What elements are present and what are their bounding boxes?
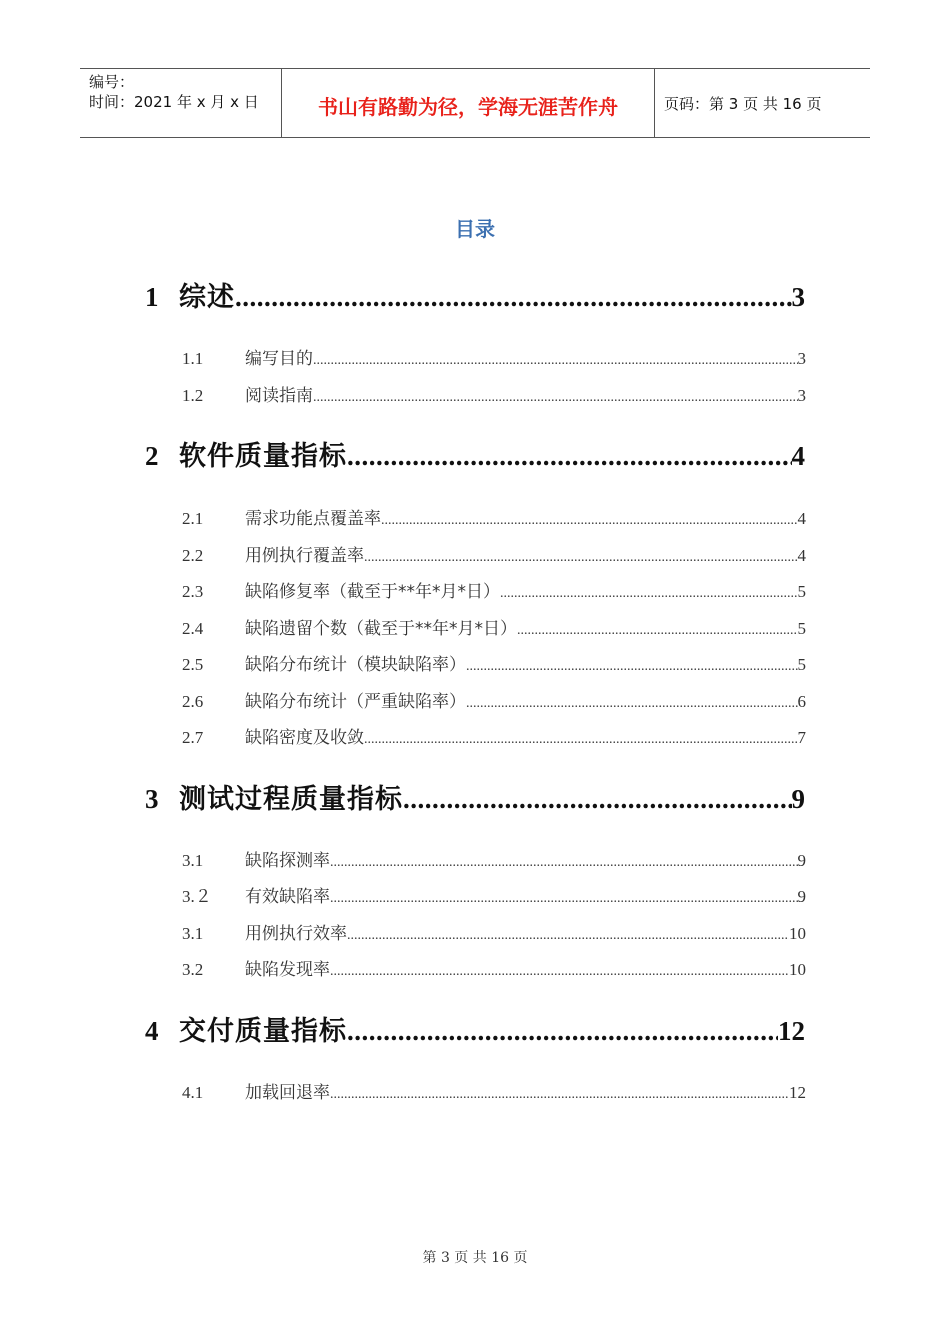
- toc-item-number: 2.1: [182, 509, 204, 528]
- toc-item-title: 有效缺陷率: [245, 887, 330, 907]
- document-code-label: 编号：: [89, 73, 135, 91]
- toc-dot-leader: [364, 732, 798, 748]
- toc-dot-leader: [330, 1087, 789, 1103]
- toc-page-number: 4: [791, 441, 805, 471]
- toc-item-title: 加载回退率: [245, 1083, 330, 1103]
- header-info-cell: [80, 69, 282, 137]
- toc-section-number: 2: [145, 441, 159, 471]
- toc-page-number: 12: [778, 1016, 805, 1046]
- toc-item-number: 2.7: [182, 728, 204, 747]
- toc-item-title: 缺陷探测率: [245, 851, 330, 871]
- toc-item-2-1[interactable]: [182, 504, 806, 529]
- document-time-label: 时间：2021 年 x 月 x 日: [89, 93, 259, 111]
- toc-dot-leader: [330, 891, 798, 907]
- toc-dot-leader: [330, 855, 798, 871]
- toc-dot-leader: [403, 784, 792, 815]
- toc-page-number: 3: [797, 386, 806, 405]
- toc-item-1-1[interactable]: [182, 344, 806, 369]
- toc-dot-leader: [235, 282, 792, 313]
- toc-item-3-1[interactable]: [182, 846, 806, 871]
- toc-item-number: 2.2: [182, 546, 204, 565]
- toc-item-title: 缺陷发现率: [245, 960, 330, 980]
- toc-title: 目录: [455, 217, 495, 241]
- toc-dot-leader: [313, 390, 798, 406]
- toc-item-number: 2.4: [182, 619, 204, 638]
- toc-item-number: 1.2: [182, 386, 204, 405]
- toc-page-number: 10: [789, 924, 806, 943]
- toc-section-2[interactable]: [145, 434, 805, 473]
- toc-item-title: 缺陷遗留个数（截至于**年*月*日）: [245, 619, 517, 639]
- toc-dot-leader: [364, 550, 798, 566]
- toc-page-number: 9: [797, 851, 806, 870]
- toc-item-2-5[interactable]: [182, 650, 806, 675]
- toc-item-3-2[interactable]: [182, 882, 806, 907]
- toc-page-number: 7: [797, 728, 806, 747]
- toc-section-title: 测试过程质量指标: [179, 784, 403, 815]
- page-header: [80, 68, 870, 138]
- toc-page-number: 6: [797, 692, 806, 711]
- toc-dot-leader: [330, 964, 789, 980]
- toc-item-number: 3.1: [182, 924, 204, 943]
- toc-section-title: 软件质量指标: [179, 441, 347, 472]
- toc-item-2-2[interactable]: [182, 541, 806, 566]
- toc-section-1[interactable]: [145, 275, 805, 314]
- toc-section-title: 交付质量指标: [179, 1016, 347, 1047]
- toc-item-number: 3.２: [182, 887, 212, 906]
- toc-dot-leader: [347, 928, 789, 944]
- toc-item-number: 3.2: [182, 960, 204, 979]
- header-motto: 书山有路勤为径，学海无涯苦作舟: [318, 95, 618, 119]
- toc-item-title: 阅读指南: [245, 386, 313, 406]
- header-motto-cell: [282, 69, 655, 137]
- toc-dot-leader: [517, 623, 798, 639]
- toc-item-number: 1.1: [182, 349, 204, 368]
- toc-page-number: 5: [797, 655, 806, 674]
- toc-section-3[interactable]: [145, 777, 805, 816]
- toc-section-number: 4: [145, 1016, 159, 1046]
- toc-item-title: 编写目的: [245, 349, 313, 369]
- toc-page-number: 10: [789, 960, 806, 979]
- toc-item-number: 2.6: [182, 692, 204, 711]
- toc-item-2-6[interactable]: [182, 687, 806, 712]
- toc-item-title: 缺陷密度及收敛: [245, 728, 364, 748]
- toc-section-number: 3: [145, 784, 159, 814]
- toc-page-number: 4: [797, 546, 806, 565]
- toc-item-title: 用例执行效率: [245, 924, 347, 944]
- toc-page-number: 12: [789, 1083, 806, 1102]
- toc-dot-leader: [466, 696, 798, 712]
- toc-item-title: 缺陷分布统计（严重缺陷率）: [245, 692, 466, 712]
- toc-dot-leader: [313, 353, 798, 369]
- toc-item-title: 缺陷修复率（截至于**年*月*日）: [245, 582, 500, 602]
- toc-item-3-3[interactable]: [182, 919, 806, 944]
- toc-item-title: 需求功能点覆盖率: [245, 509, 381, 529]
- toc-item-title: 用例执行覆盖率: [245, 546, 364, 566]
- header-page-cell: [655, 69, 870, 137]
- toc-section-title: 综述: [179, 282, 235, 313]
- toc-section-4[interactable]: [145, 1009, 805, 1048]
- toc-item-2-3[interactable]: [182, 577, 806, 602]
- toc-item-2-7[interactable]: [182, 723, 806, 748]
- toc-item-number: 2.3: [182, 582, 204, 601]
- toc-page-number: 5: [797, 619, 806, 638]
- toc-dot-leader: [466, 659, 798, 675]
- toc-item-3-4[interactable]: [182, 955, 806, 980]
- toc-dot-leader: [347, 1016, 778, 1047]
- toc-item-number: 3.1: [182, 851, 204, 870]
- toc-dot-leader: [500, 586, 798, 602]
- toc-item-4-1[interactable]: [182, 1078, 806, 1103]
- toc-item-2-4[interactable]: [182, 614, 806, 639]
- toc-page-number: 3: [797, 349, 806, 368]
- page-footer: 第 3 页 共 16 页: [422, 1250, 528, 1266]
- toc-page-number: 9: [797, 887, 806, 906]
- toc-page-number: 9: [791, 784, 805, 814]
- toc-item-number: 2.5: [182, 655, 204, 674]
- header-page-info: 页码：第 3 页 共 16 页: [664, 95, 822, 113]
- toc-dot-leader: [381, 513, 798, 529]
- toc-page-number: 3: [791, 282, 805, 312]
- toc-section-number: 1: [145, 282, 159, 312]
- toc-item-1-2[interactable]: [182, 381, 806, 406]
- toc-dot-leader: [347, 441, 792, 472]
- toc-item-number: 4.1: [182, 1083, 204, 1102]
- toc-page-number: 4: [797, 509, 806, 528]
- toc-page-number: 5: [797, 582, 806, 601]
- toc-item-title: 缺陷分布统计（模块缺陷率）: [245, 655, 466, 675]
